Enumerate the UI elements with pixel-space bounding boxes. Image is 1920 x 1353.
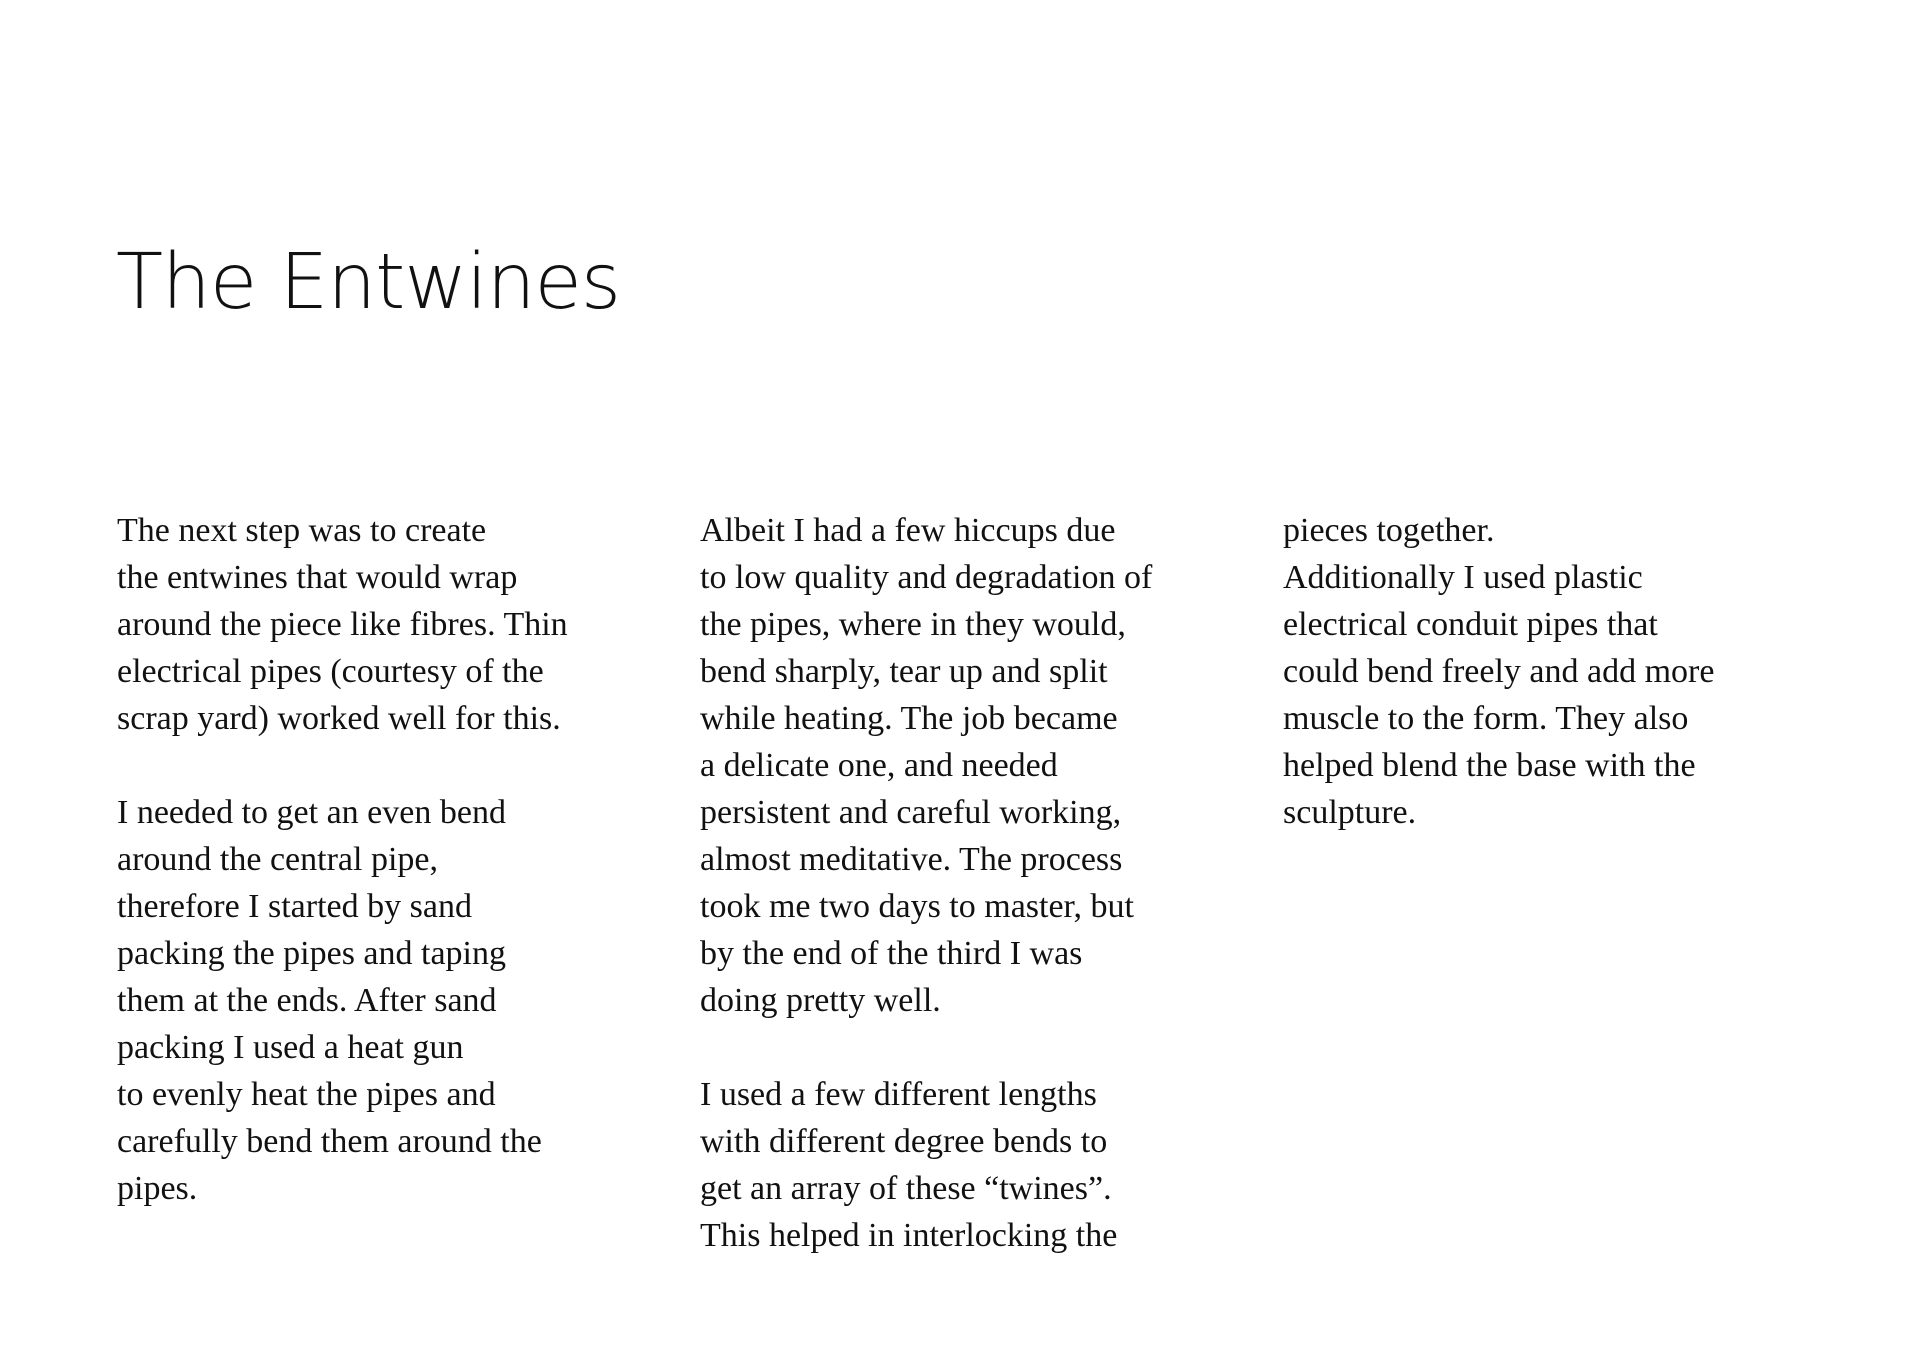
text-line: doing pretty well. <box>700 982 941 1019</box>
text-line: pieces together. <box>1283 512 1495 549</box>
text-column-3 <box>1283 507 1883 836</box>
text-line: pipes. <box>117 1170 198 1207</box>
text-line: therefore I started by sand <box>117 888 472 925</box>
text-line: The next step was to create <box>117 512 487 549</box>
text-line: carefully bend them around the <box>117 1123 542 1160</box>
text-line: them at the ends. After sand <box>117 982 497 1019</box>
paragraph-gap <box>117 742 677 789</box>
text-line: electrical pipes (courtesy of the <box>117 653 544 690</box>
text-line: while heating. The job became <box>700 700 1118 737</box>
text-line: packing the pipes and taping <box>117 935 507 972</box>
paragraph-gap <box>700 1024 1260 1071</box>
text-line: a delicate one, and needed <box>700 747 1058 784</box>
page-title: The Entwines <box>116 238 620 327</box>
text-line: almost meditative. The process <box>700 841 1123 878</box>
text-column-2 <box>700 507 1260 1259</box>
text-line: I needed to get an even bend <box>117 794 506 831</box>
text-line: scrap yard) worked well for this. <box>117 700 561 737</box>
text-line: sculpture. <box>1283 794 1417 831</box>
text-line: get an array of these “twines”. <box>700 1170 1112 1207</box>
text-line: took me two days to master, but <box>700 888 1134 925</box>
text-line: muscle to the form. They also <box>1283 700 1689 737</box>
text-line: by the end of the third I was <box>700 935 1083 972</box>
text-line: This helped in interlocking the <box>700 1217 1118 1254</box>
text-line: electrical conduit pipes that <box>1283 606 1658 643</box>
text-line: packing I used a heat gun <box>117 1029 464 1066</box>
text-line: persistent and careful working, <box>700 794 1122 831</box>
text-line: the entwines that would wrap <box>117 559 518 596</box>
text-line: bend sharply, tear up and split <box>700 653 1108 690</box>
text-line: I used a few different lengths <box>700 1076 1097 1113</box>
text-line: to low quality and degradation of <box>700 559 1153 596</box>
text-line: Additionally I used plastic <box>1283 559 1643 596</box>
text-line: the pipes, where in they would, <box>700 606 1126 643</box>
text-line: helped blend the base with the <box>1283 747 1696 784</box>
text-line: around the piece like fibres. Thin <box>117 606 568 643</box>
text-line: could bend freely and add more <box>1283 653 1715 690</box>
text-line: Albeit I had a few hiccups due <box>700 512 1116 549</box>
text-column-1 <box>117 507 677 1212</box>
text-line: with different degree bends to <box>700 1123 1108 1160</box>
text-line: to evenly heat the pipes and <box>117 1076 496 1113</box>
text-line: around the central pipe, <box>117 841 438 878</box>
